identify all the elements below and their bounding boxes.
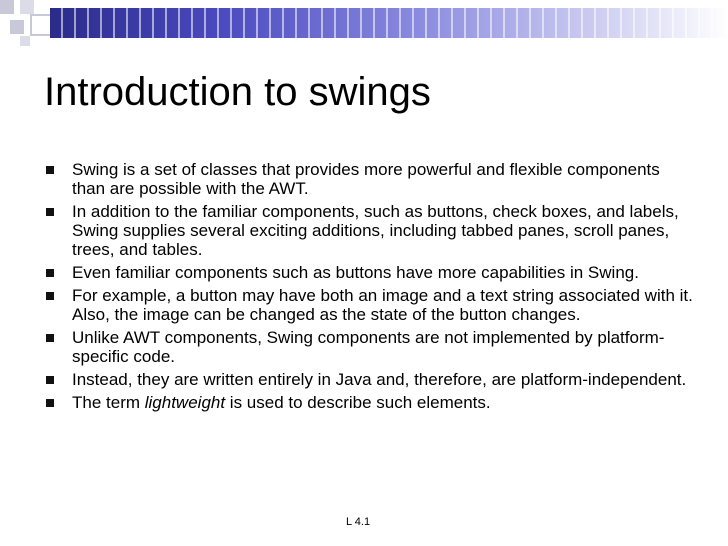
bullet-item [44, 160, 694, 198]
bullet-item [44, 393, 694, 412]
square-bullet-icon [46, 399, 54, 407]
decor-square [30, 14, 52, 36]
square-bullet-icon [46, 292, 54, 300]
bullet-text: In addition to the familiar components, such as buttons, check boxes, and labels, Swing supplies several exciting additions, including tabbed panes, scroll panes, trees, and tables. [72, 202, 679, 259]
decor-square [10, 20, 24, 34]
square-bullet-icon [46, 376, 54, 384]
decor-square [20, 0, 34, 14]
header-stripes [50, 8, 728, 38]
bullet-text-before: The term [72, 393, 145, 412]
header-decoration [0, 0, 728, 46]
bullet-text: Unlike AWT components, Swing components are not implemented by platform-specific code. [72, 328, 665, 366]
square-bullet-icon [46, 269, 54, 277]
bullet-item [44, 328, 694, 366]
square-bullet-icon [46, 208, 54, 216]
bullet-text: Even familiar components such as buttons have more capabilities in Swing. [72, 263, 639, 282]
square-bullet-icon [46, 334, 54, 342]
bullet-item [44, 202, 694, 259]
decor-square [20, 36, 30, 46]
emphasized-term: lightweight [144, 393, 226, 412]
bullet-item [44, 263, 694, 282]
slide-footer: L 4.1 [346, 516, 371, 528]
bullet-list [44, 160, 694, 416]
bullet-item [44, 370, 694, 389]
bullet-text-after: is used to describe such elements. [225, 393, 491, 412]
slide-title: Introduction to swings [44, 70, 431, 114]
square-bullet-icon [46, 166, 54, 174]
bullet-text: Swing is a set of classes that provides more powerful and flexible components than are possible with the AWT. [72, 160, 660, 198]
bullet-text: Instead, they are written entirely in Java and, therefore, are platform-independent. [72, 370, 687, 389]
bullet-item [44, 286, 694, 324]
decor-square [0, 0, 14, 14]
bullet-text: For example, a button may have both an image and a text string associated with it. Also, the image can be changed as the state of the button changes. [72, 286, 693, 324]
